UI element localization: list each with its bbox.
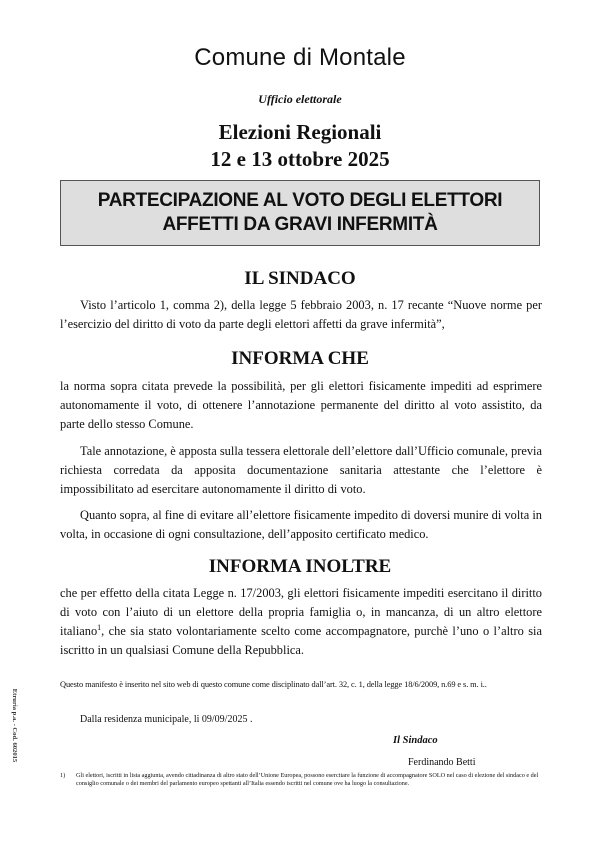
footnote-reference: 1 [97, 622, 102, 632]
place-and-date: Dalla residenza municipale, li 09/09/2025 . [80, 714, 253, 725]
heading-il-sindaco: IL SINDACO [244, 268, 356, 289]
paragraph-norma: la norma sopra citata prevede la possibilità, per gli elettori fisicamente impediti ad esprimere autonomamente il voto, di ottenere l’annotazione permanente del diritto al voto assistito, da parte dello stesso Comune. [60, 379, 542, 431]
paragraph-legge-17-part-1: che per effetto della citata Legge n. 17/2003, gli elettori fisicamente impediti esercitano il diritto di voto con l’aiuto di un elettore della propria famiglia o, in mancanza, di un altro elettore italiano [60, 586, 542, 638]
notice-title-box [60, 180, 540, 246]
footnote [60, 772, 542, 788]
election-dates: 12 e 13 ottobre 2025 [210, 147, 390, 171]
paragraph-legge-17 [60, 584, 542, 660]
signature-name: Ferdinando Betti [408, 757, 476, 768]
paragraph-visto: Visto l’articolo 1, comma 2), della legge 5 febbraio 2003, n. 17 recante “Nuove norme per l’esercizio del diritto di voto da parte degli elettori affetti da grave infermità”, [60, 298, 542, 331]
footnote-text: Gli elettori, iscritti in lista aggiunta, avendo cittadinanza di altro stato dell’Unione Europea, possono esercitare la funzione di accompagnatore SOLO nel caso di elezione del sindaco e del consiglio comunale o dei membri del parlamento europeo spettanti all’Italia essendo iscritti nel comune ove ha luogo la consultazione. [76, 772, 539, 787]
signature-title: Il Sindaco [393, 735, 438, 746]
notice-title-line-2: AFFETTI DA GRAVI INFERMITÀ [162, 214, 438, 235]
office-subtitle: Ufficio elettorale [258, 92, 342, 106]
election-title: Elezioni Regionali [218, 120, 382, 144]
paragraph-quanto-sopra: Quanto sopra, al fine di evitare all’elettore fisicamente impedito di doversi munire di volta in volta, in occasione di ogni consultazione, dell’apposito certificato medico. [60, 508, 542, 541]
paragraph-annotazione: Tale annotazione, è apposta sulla tessera elettorale dell’elettore dall’Ufficio comunale, previa richiesta corredata da apposita documentazione sanitaria attestante che l’elettore è impossibilitato ad esercitare autonomamente il diritto di voto. [60, 444, 542, 496]
heading-informa-inoltre: INFORMA INOLTRE [208, 556, 392, 577]
paragraph-legge-17-part-2: , che sia stato volontariamente scelto come accompagnatore, purchè l’uno o l’altro sia iscritto in un qualsiasi Comune della Repubblica. [60, 624, 542, 657]
printer-code-sidebar [8, 670, 22, 780]
heading-informa-che: INFORMA CHE [231, 348, 369, 369]
printer-code: Etruria p.a. - Cod. 602015 [11, 688, 19, 762]
web-publication-note: Questo manifesto è inserito nel sito web di questo comune come disciplinato dall’art. 32, c. 1, della legge 18/6/2009, n.69 e s. m. i.. [60, 680, 487, 689]
municipality-title: Comune di Montale [194, 44, 406, 71]
notice-title-line-1: PARTECIPAZIONE AL VOTO DEGLI ELETTORI [97, 190, 503, 211]
footnote-number: 1) [60, 772, 66, 779]
